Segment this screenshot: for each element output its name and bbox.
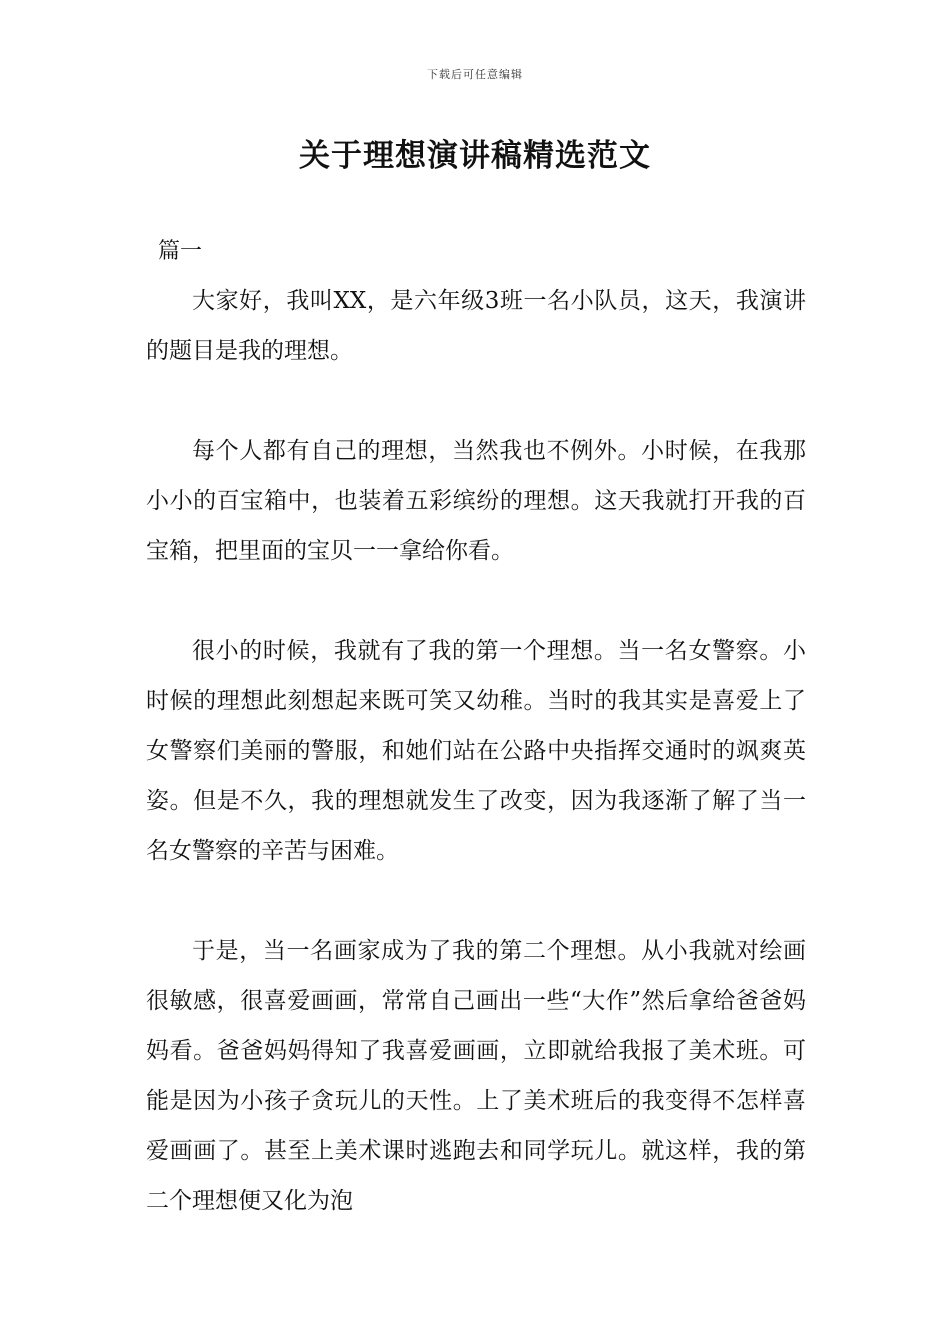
paragraph: 每个人都有自己的理想，当然我也不例外。小时候，在我那小小的百宝箱中，也装着五彩缤纷的理想。这天我就打开我的百宝箱，把里面的宝贝一一拿给你看。 — [146, 438, 806, 564]
document-body — [146, 276, 806, 1226]
document-title: 关于理想演讲稿精选范文 — [299, 138, 651, 174]
paragraph: 很小的时候，我就有了我的第一个理想。当一名女警察。小时候的理想此刻想起来既可笑又幼稚。当时的我其实是喜爱上了女警察们美丽的警服，和她们站在公路中央指挥交通时的飒爽英姿。但是不久，我的理想就发生了改变，因为我逐渐了解了当一名女警察的辛苦与困难。 — [146, 638, 806, 864]
section-label: 篇一 — [158, 239, 203, 264]
paragraph: 于是，当一名画家成为了我的第二个理想。从小我就对绘画很敏感，很喜爱画画，常常自己画出一些“大作”然后拿给爸爸妈妈看。爸爸妈妈得知了我喜爱画画，立即就给我报了美术班。可能是因为小孩子贪玩儿的天性。上了美术班后的我变得不怎样喜爱画画了。甚至上美术课时逃跑去和同学玩儿。就这样，我的第二个理想便又化为泡 — [146, 938, 806, 1214]
paragraph: 大家好，我叫XX，是六年级3班一名小队员，这天，我演讲的题目是我的理想。 — [146, 288, 806, 364]
header-note: 下载后可任意编辑 — [427, 68, 523, 81]
